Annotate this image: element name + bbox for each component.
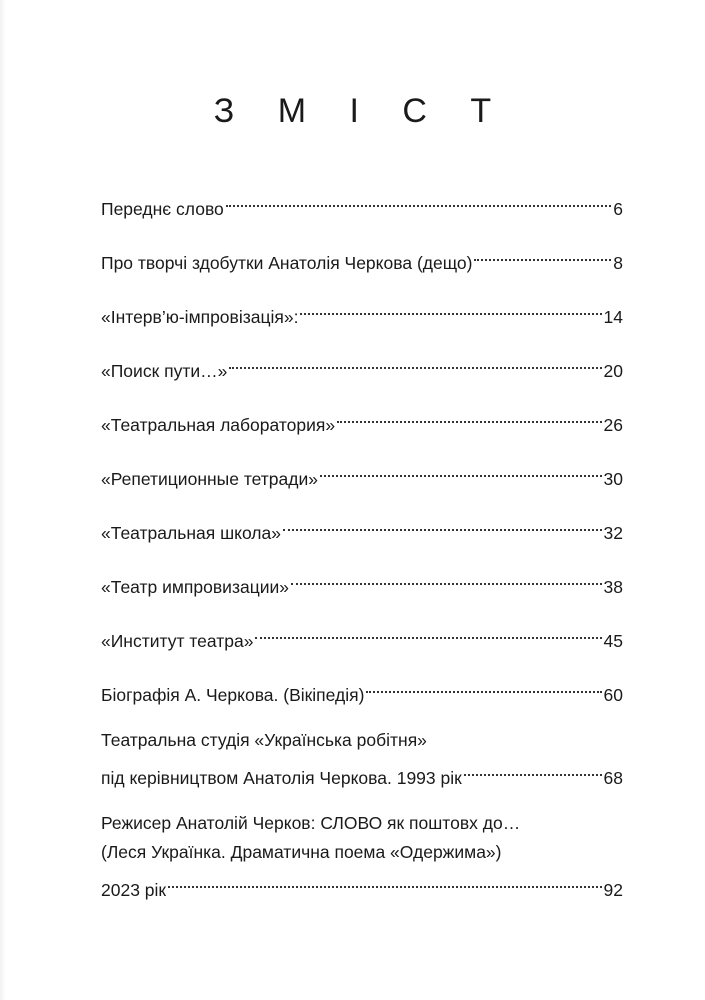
toc-page-number: 14 — [603, 307, 623, 327]
toc-entry[interactable] — [101, 240, 623, 278]
toc-entry[interactable] — [101, 186, 623, 224]
page-title: З М І С Т — [213, 92, 509, 130]
dot-leader — [366, 672, 601, 701]
toc-entry-title: під керівництвом Анатолія Черкова. 1993 рік — [101, 768, 462, 788]
toc-entry-title: Про творчі здобутки Анатолія Черкова (дещо) — [101, 253, 473, 273]
toc-page-number: 38 — [603, 577, 623, 597]
dot-leader — [226, 186, 611, 215]
toc-entry-title: «Театральная школа» — [101, 523, 281, 543]
toc-page-number: 30 — [603, 469, 623, 489]
page-edge — [0, 0, 6, 1000]
toc-entry-title: «Театральная лаборатория» — [101, 415, 336, 435]
toc-entry-line — [101, 402, 623, 440]
toc-entry-title: Біографія А. Черкова. (Вікіпедія) — [101, 685, 365, 705]
dot-leader — [168, 867, 601, 896]
toc-entry-line — [101, 240, 623, 278]
toc-entry-line — [101, 510, 623, 548]
toc-entry-title: «Поиск пути…» — [101, 361, 228, 381]
toc-entry-line — [101, 672, 623, 710]
dot-leader — [337, 402, 601, 431]
toc-entry[interactable] — [101, 726, 623, 793]
toc-entry-title: «Институт театра» — [101, 631, 254, 651]
toc-entry-title: 2023 рік — [101, 880, 167, 900]
toc-entry-line — [101, 348, 623, 386]
dot-leader — [464, 755, 602, 784]
toc-entry-line — [101, 564, 623, 602]
dot-leader — [283, 510, 602, 539]
dot-leader — [229, 348, 601, 377]
dot-leader — [255, 618, 601, 647]
toc-entry-title: «Театр импровизации» — [101, 577, 290, 597]
toc-entry-line — [101, 867, 623, 905]
toc-page-number: 92 — [603, 880, 623, 900]
toc-entry[interactable] — [101, 456, 623, 494]
toc-entry-title: «Інтерв’ю-імпровізація»: — [101, 307, 299, 327]
toc-entry-title: (Леся Українка. Драматична поема «Одержима») — [101, 842, 502, 862]
toc-page-number: 8 — [613, 253, 623, 273]
toc-entry-title: Режисер Анатолій Черков: СЛОВО як поштовх до… — [101, 813, 521, 833]
toc-entry[interactable] — [101, 672, 623, 710]
toc-entry-line — [101, 456, 623, 494]
toc-entry[interactable] — [101, 348, 623, 386]
toc-entry[interactable] — [101, 564, 623, 602]
dot-leader — [300, 294, 601, 323]
toc-page-number: 6 — [613, 199, 623, 219]
toc-entry-line — [101, 755, 623, 793]
toc-entry[interactable] — [101, 510, 623, 548]
toc-page-number: 32 — [603, 523, 623, 543]
toc-entry[interactable] — [101, 402, 623, 440]
toc-page-number: 60 — [603, 685, 623, 705]
toc-entry[interactable] — [101, 294, 623, 332]
dot-leader — [474, 240, 611, 269]
toc-entry-title: «Репетиционные тетради» — [101, 469, 318, 489]
toc-page-number: 20 — [603, 361, 623, 381]
table-of-contents — [101, 186, 623, 905]
toc-entry[interactable] — [101, 618, 623, 656]
toc-entry-line — [101, 618, 623, 656]
dot-leader — [291, 564, 602, 593]
dot-leader — [320, 456, 602, 485]
toc-entry[interactable] — [101, 809, 623, 905]
toc-entry-line — [101, 186, 623, 224]
toc-page-number: 26 — [603, 415, 623, 435]
toc-page-number: 68 — [603, 768, 623, 788]
toc-entry-line — [101, 294, 623, 332]
toc-entry-title: Театральна студія «Українська робітня» — [101, 730, 427, 750]
toc-page-number: 45 — [603, 631, 623, 651]
toc-entry-title: Переднє слово — [101, 199, 224, 219]
